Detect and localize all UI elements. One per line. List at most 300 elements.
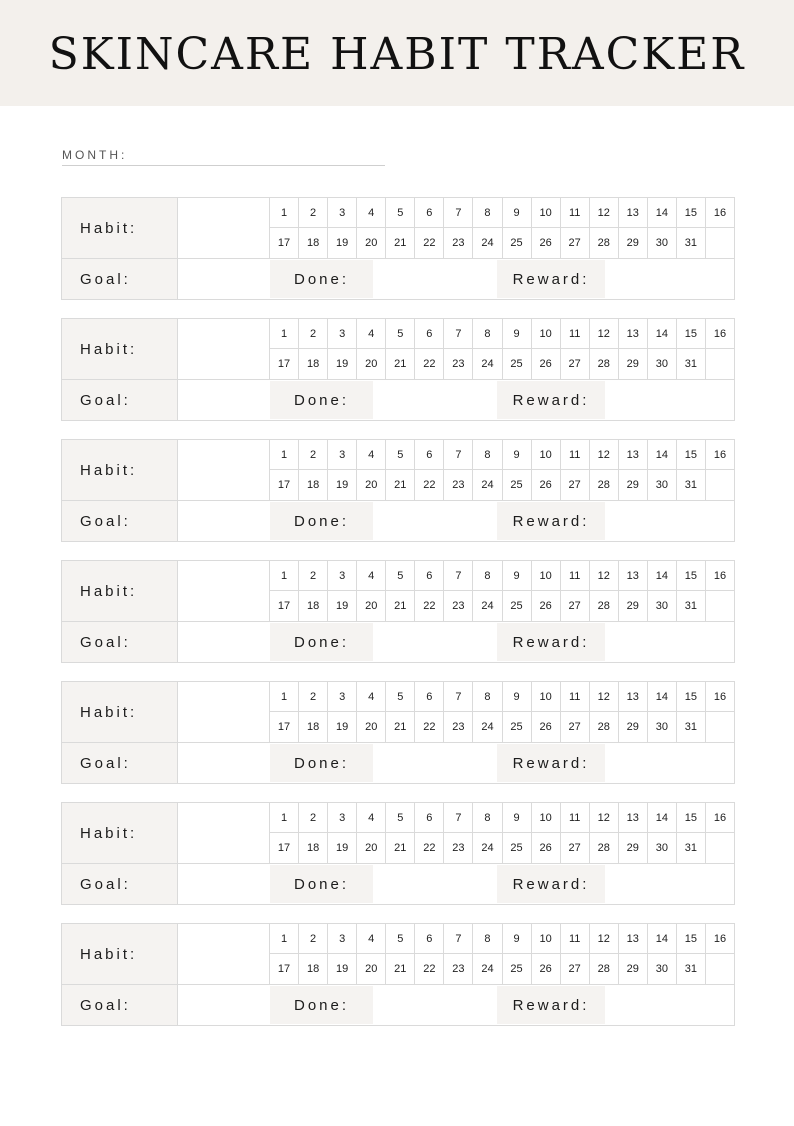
day-cell[interactable]: 9 — [502, 198, 531, 228]
day-cell[interactable]: 3 — [327, 198, 356, 228]
day-cell[interactable]: 31 — [676, 833, 705, 863]
day-cell[interactable]: 24 — [472, 470, 501, 500]
day-cell[interactable]: 2 — [298, 198, 327, 228]
goal-label: Goal: — [80, 996, 131, 1014]
day-grid — [269, 803, 734, 863]
day-cell[interactable]: 12 — [589, 198, 618, 228]
day-cell[interactable]: 30 — [647, 349, 676, 379]
day-cell[interactable]: 30 — [647, 591, 676, 621]
day-cell[interactable]: 29 — [618, 228, 647, 258]
day-cell[interactable]: 11 — [560, 803, 589, 833]
day-cell[interactable]: 24 — [472, 712, 501, 742]
day-cell[interactable]: 30 — [647, 712, 676, 742]
day-cell[interactable]: 3 — [327, 561, 356, 591]
day-cell[interactable]: 17 — [269, 712, 298, 742]
row-divider — [62, 984, 734, 985]
day-cell[interactable]: 23 — [443, 470, 472, 500]
goal-label: Goal: — [80, 875, 131, 893]
day-cell[interactable]: 22 — [414, 228, 443, 258]
habit-label-cell — [62, 682, 178, 742]
day-cell[interactable]: 27 — [560, 712, 589, 742]
day-grid — [269, 319, 734, 379]
day-cell[interactable]: 3 — [327, 319, 356, 349]
day-cell[interactable]: 21 — [385, 833, 414, 863]
day-cell[interactable]: 20 — [356, 833, 385, 863]
day-cell[interactable]: 27 — [560, 591, 589, 621]
day-cell[interactable]: 20 — [356, 349, 385, 379]
habit-block — [61, 802, 735, 905]
habit-label-cell — [62, 319, 178, 379]
day-cell[interactable]: 19 — [327, 349, 356, 379]
day-cell[interactable]: 17 — [269, 228, 298, 258]
day-cell[interactable]: 13 — [618, 924, 647, 954]
done-label: Done: — [293, 512, 350, 530]
day-cell[interactable]: 19 — [327, 591, 356, 621]
day-cell[interactable]: 9 — [502, 682, 531, 712]
done-label: Done: — [293, 633, 350, 651]
day-cell[interactable]: 5 — [385, 319, 414, 349]
done-label: Done: — [293, 754, 350, 772]
day-cell[interactable]: 16 — [705, 561, 734, 591]
habit-label: Habit: — [80, 340, 138, 358]
day-cell[interactable]: 28 — [589, 833, 618, 863]
day-cell[interactable]: 30 — [647, 954, 676, 984]
day-cell[interactable]: 14 — [647, 682, 676, 712]
day-cell[interactable]: 10 — [531, 682, 560, 712]
tracker-blocks — [61, 197, 735, 1044]
done-field[interactable] — [270, 744, 373, 782]
reward-field[interactable] — [497, 260, 605, 298]
done-field[interactable] — [270, 502, 373, 540]
day-cell[interactable]: 27 — [560, 349, 589, 379]
month-field[interactable] — [62, 148, 385, 166]
day-cell[interactable] — [705, 833, 734, 863]
goal-label-cell — [62, 622, 178, 662]
day-cell[interactable]: 21 — [385, 228, 414, 258]
day-cell[interactable]: 11 — [560, 561, 589, 591]
habit-label: Habit: — [80, 219, 138, 237]
day-cell[interactable]: 29 — [618, 712, 647, 742]
day-cell[interactable]: 14 — [647, 561, 676, 591]
day-cell[interactable]: 29 — [618, 349, 647, 379]
row-divider — [62, 742, 734, 743]
day-cell[interactable]: 17 — [269, 591, 298, 621]
day-cell[interactable]: 2 — [298, 924, 327, 954]
reward-label: Reward: — [512, 996, 590, 1014]
page-title: SKINCARE HABIT TRACKER — [48, 28, 746, 80]
habit-label: Habit: — [80, 703, 138, 721]
row-divider — [62, 500, 734, 501]
day-cell[interactable]: 27 — [560, 470, 589, 500]
day-cell[interactable]: 31 — [676, 228, 705, 258]
day-cell[interactable]: 14 — [647, 440, 676, 470]
day-cell[interactable]: 6 — [414, 924, 443, 954]
day-cell[interactable]: 9 — [502, 924, 531, 954]
day-cell[interactable]: 26 — [531, 228, 560, 258]
day-cell[interactable]: 14 — [647, 319, 676, 349]
goal-label: Goal: — [80, 512, 131, 530]
day-cell[interactable]: 16 — [705, 319, 734, 349]
day-cell[interactable]: 28 — [589, 591, 618, 621]
day-cell[interactable] — [705, 591, 734, 621]
day-cell[interactable]: 8 — [472, 924, 501, 954]
day-cell[interactable]: 9 — [502, 803, 531, 833]
day-cell[interactable]: 4 — [356, 682, 385, 712]
day-cell[interactable]: 5 — [385, 561, 414, 591]
day-cell[interactable]: 30 — [647, 470, 676, 500]
day-cell[interactable]: 29 — [618, 591, 647, 621]
habit-label: Habit: — [80, 945, 138, 963]
habit-label-cell — [62, 924, 178, 984]
habit-label-cell — [62, 440, 178, 500]
goal-label: Goal: — [80, 391, 131, 409]
done-field[interactable] — [270, 623, 373, 661]
day-cell[interactable]: 16 — [705, 440, 734, 470]
day-cell[interactable]: 12 — [589, 319, 618, 349]
reward-label: Reward: — [512, 633, 590, 651]
day-cell[interactable]: 17 — [269, 470, 298, 500]
day-cell[interactable]: 4 — [356, 319, 385, 349]
day-cell[interactable]: 8 — [472, 319, 501, 349]
day-cell[interactable]: 29 — [618, 954, 647, 984]
day-cell[interactable]: 10 — [531, 561, 560, 591]
reward-field[interactable] — [497, 623, 605, 661]
habit-block — [61, 923, 735, 1026]
day-cell[interactable]: 24 — [472, 591, 501, 621]
day-cell[interactable]: 15 — [676, 682, 705, 712]
day-cell[interactable]: 25 — [502, 228, 531, 258]
day-cell[interactable]: 17 — [269, 954, 298, 984]
day-cell[interactable]: 23 — [443, 591, 472, 621]
day-cell[interactable]: 1 — [269, 440, 298, 470]
day-cell[interactable]: 23 — [443, 954, 472, 984]
done-field[interactable] — [270, 865, 373, 903]
day-cell[interactable]: 4 — [356, 561, 385, 591]
day-cell[interactable]: 20 — [356, 954, 385, 984]
day-cell[interactable]: 31 — [676, 712, 705, 742]
day-cell[interactable]: 6 — [414, 561, 443, 591]
day-cell[interactable] — [705, 349, 734, 379]
day-cell[interactable]: 15 — [676, 198, 705, 228]
reward-label: Reward: — [512, 270, 590, 288]
done-field[interactable] — [270, 260, 373, 298]
day-cell[interactable]: 7 — [443, 682, 472, 712]
day-cell[interactable]: 27 — [560, 833, 589, 863]
day-cell[interactable]: 2 — [298, 803, 327, 833]
day-grid — [269, 440, 734, 500]
day-cell[interactable]: 23 — [443, 349, 472, 379]
day-cell[interactable]: 18 — [298, 228, 327, 258]
day-cell[interactable]: 13 — [618, 440, 647, 470]
habit-label: Habit: — [80, 461, 138, 479]
day-cell[interactable]: 7 — [443, 803, 472, 833]
day-cell[interactable]: 25 — [502, 349, 531, 379]
day-cell[interactable]: 18 — [298, 470, 327, 500]
day-cell[interactable]: 30 — [647, 833, 676, 863]
habit-block — [61, 560, 735, 663]
day-cell[interactable]: 6 — [414, 319, 443, 349]
reward-field[interactable] — [497, 502, 605, 540]
day-cell[interactable]: 5 — [385, 682, 414, 712]
day-cell[interactable]: 24 — [472, 833, 501, 863]
day-cell[interactable]: 13 — [618, 682, 647, 712]
day-cell[interactable]: 7 — [443, 561, 472, 591]
reward-label: Reward: — [512, 391, 590, 409]
habit-block — [61, 318, 735, 421]
day-cell[interactable]: 7 — [443, 440, 472, 470]
day-cell[interactable]: 4 — [356, 198, 385, 228]
day-cell[interactable]: 13 — [618, 561, 647, 591]
day-cell[interactable]: 1 — [269, 319, 298, 349]
day-cell[interactable]: 27 — [560, 228, 589, 258]
day-cell[interactable]: 16 — [705, 803, 734, 833]
day-cell[interactable]: 22 — [414, 833, 443, 863]
day-cell[interactable]: 10 — [531, 319, 560, 349]
day-cell[interactable]: 22 — [414, 349, 443, 379]
day-grid — [269, 682, 734, 742]
day-cell[interactable]: 14 — [647, 803, 676, 833]
habit-label-cell — [62, 561, 178, 621]
day-cell[interactable]: 18 — [298, 349, 327, 379]
day-cell[interactable]: 6 — [414, 440, 443, 470]
day-cell[interactable]: 8 — [472, 440, 501, 470]
header-banner — [0, 0, 794, 106]
day-cell[interactable]: 22 — [414, 591, 443, 621]
reward-label: Reward: — [512, 754, 590, 772]
day-cell[interactable]: 31 — [676, 591, 705, 621]
day-cell[interactable]: 13 — [618, 198, 647, 228]
day-cell[interactable]: 26 — [531, 954, 560, 984]
day-cell[interactable]: 12 — [589, 440, 618, 470]
reward-field[interactable] — [497, 986, 605, 1024]
day-cell[interactable]: 14 — [647, 924, 676, 954]
day-cell[interactable]: 21 — [385, 349, 414, 379]
goal-label-cell — [62, 985, 178, 1025]
day-cell[interactable]: 15 — [676, 440, 705, 470]
day-cell[interactable]: 1 — [269, 682, 298, 712]
habit-label-cell — [62, 803, 178, 863]
day-cell[interactable]: 16 — [705, 682, 734, 712]
day-cell[interactable]: 25 — [502, 833, 531, 863]
day-cell[interactable] — [705, 228, 734, 258]
day-cell[interactable]: 15 — [676, 319, 705, 349]
day-cell[interactable]: 5 — [385, 803, 414, 833]
day-cell[interactable]: 25 — [502, 591, 531, 621]
day-cell[interactable]: 28 — [589, 228, 618, 258]
day-cell[interactable]: 24 — [472, 954, 501, 984]
day-cell[interactable]: 1 — [269, 924, 298, 954]
reward-field[interactable] — [497, 381, 605, 419]
day-cell[interactable]: 28 — [589, 954, 618, 984]
day-cell[interactable]: 26 — [531, 712, 560, 742]
day-cell[interactable]: 15 — [676, 803, 705, 833]
day-cell[interactable]: 26 — [531, 833, 560, 863]
done-label: Done: — [293, 996, 350, 1014]
day-cell[interactable] — [705, 954, 734, 984]
day-cell[interactable]: 21 — [385, 954, 414, 984]
day-cell[interactable]: 20 — [356, 591, 385, 621]
done-label: Done: — [293, 391, 350, 409]
day-cell[interactable] — [705, 470, 734, 500]
day-cell[interactable]: 9 — [502, 319, 531, 349]
day-cell[interactable]: 28 — [589, 470, 618, 500]
goal-label: Goal: — [80, 270, 131, 288]
done-field[interactable] — [270, 381, 373, 419]
day-cell[interactable]: 19 — [327, 470, 356, 500]
day-cell[interactable]: 12 — [589, 561, 618, 591]
day-cell[interactable]: 4 — [356, 803, 385, 833]
day-cell[interactable]: 16 — [705, 924, 734, 954]
day-cell[interactable]: 24 — [472, 349, 501, 379]
day-cell[interactable]: 6 — [414, 198, 443, 228]
day-grid — [269, 561, 734, 621]
day-cell[interactable]: 21 — [385, 470, 414, 500]
day-cell[interactable]: 22 — [414, 954, 443, 984]
day-cell[interactable]: 20 — [356, 470, 385, 500]
day-cell[interactable]: 10 — [531, 440, 560, 470]
goal-label: Goal: — [80, 754, 131, 772]
habit-label-cell — [62, 198, 178, 258]
day-cell[interactable]: 11 — [560, 924, 589, 954]
day-cell[interactable]: 20 — [356, 712, 385, 742]
habit-label: Habit: — [80, 824, 138, 842]
day-cell[interactable]: 13 — [618, 319, 647, 349]
reward-label: Reward: — [512, 875, 590, 893]
day-cell[interactable]: 9 — [502, 440, 531, 470]
day-cell[interactable]: 5 — [385, 440, 414, 470]
day-cell[interactable]: 19 — [327, 833, 356, 863]
day-cell[interactable]: 29 — [618, 470, 647, 500]
done-label: Done: — [293, 875, 350, 893]
day-cell[interactable]: 18 — [298, 833, 327, 863]
day-cell[interactable]: 5 — [385, 198, 414, 228]
day-cell[interactable]: 4 — [356, 440, 385, 470]
day-cell[interactable]: 21 — [385, 591, 414, 621]
done-field[interactable] — [270, 986, 373, 1024]
day-cell[interactable]: 4 — [356, 924, 385, 954]
day-cell[interactable]: 19 — [327, 954, 356, 984]
day-cell[interactable]: 18 — [298, 591, 327, 621]
day-cell[interactable]: 12 — [589, 924, 618, 954]
day-cell[interactable]: 11 — [560, 682, 589, 712]
day-cell[interactable]: 10 — [531, 924, 560, 954]
day-cell[interactable]: 25 — [502, 712, 531, 742]
day-cell[interactable]: 8 — [472, 803, 501, 833]
day-grid — [269, 924, 734, 984]
day-cell[interactable]: 31 — [676, 470, 705, 500]
day-cell[interactable]: 17 — [269, 833, 298, 863]
day-cell[interactable]: 15 — [676, 561, 705, 591]
day-cell[interactable]: 19 — [327, 228, 356, 258]
day-cell[interactable]: 26 — [531, 591, 560, 621]
day-cell[interactable]: 16 — [705, 198, 734, 228]
day-cell[interactable]: 23 — [443, 833, 472, 863]
day-cell[interactable]: 11 — [560, 319, 589, 349]
day-cell[interactable]: 3 — [327, 440, 356, 470]
day-cell[interactable]: 19 — [327, 712, 356, 742]
day-cell[interactable]: 3 — [327, 803, 356, 833]
day-cell[interactable]: 14 — [647, 198, 676, 228]
day-cell[interactable]: 26 — [531, 470, 560, 500]
day-cell[interactable]: 25 — [502, 470, 531, 500]
day-cell[interactable]: 18 — [298, 712, 327, 742]
done-label: Done: — [293, 270, 350, 288]
day-cell[interactable]: 3 — [327, 682, 356, 712]
day-cell[interactable]: 27 — [560, 954, 589, 984]
habit-block — [61, 197, 735, 300]
day-cell[interactable]: 22 — [414, 470, 443, 500]
day-cell[interactable]: 6 — [414, 803, 443, 833]
day-cell[interactable]: 17 — [269, 349, 298, 379]
reward-label: Reward: — [512, 512, 590, 530]
goal-label-cell — [62, 501, 178, 541]
day-cell[interactable]: 31 — [676, 954, 705, 984]
day-cell[interactable]: 6 — [414, 682, 443, 712]
day-cell[interactable]: 31 — [676, 349, 705, 379]
day-cell[interactable]: 8 — [472, 682, 501, 712]
day-cell[interactable]: 25 — [502, 954, 531, 984]
day-cell[interactable]: 26 — [531, 349, 560, 379]
day-cell[interactable]: 8 — [472, 561, 501, 591]
goal-label-cell — [62, 743, 178, 783]
day-cell[interactable]: 30 — [647, 228, 676, 258]
day-cell[interactable]: 7 — [443, 319, 472, 349]
day-cell[interactable]: 22 — [414, 712, 443, 742]
day-cell[interactable]: 10 — [531, 803, 560, 833]
day-cell[interactable]: 12 — [589, 682, 618, 712]
day-cell[interactable]: 29 — [618, 833, 647, 863]
day-cell[interactable]: 7 — [443, 198, 472, 228]
day-cell[interactable]: 23 — [443, 228, 472, 258]
day-cell[interactable]: 11 — [560, 198, 589, 228]
day-cell[interactable]: 1 — [269, 803, 298, 833]
day-cell[interactable]: 28 — [589, 712, 618, 742]
day-cell[interactable]: 2 — [298, 440, 327, 470]
month-label: MONTH: — [62, 148, 128, 162]
day-cell[interactable]: 10 — [531, 198, 560, 228]
day-cell[interactable]: 3 — [327, 924, 356, 954]
day-cell[interactable]: 2 — [298, 682, 327, 712]
day-cell[interactable]: 24 — [472, 228, 501, 258]
day-cell[interactable]: 12 — [589, 803, 618, 833]
day-cell[interactable]: 9 — [502, 561, 531, 591]
day-cell[interactable]: 21 — [385, 712, 414, 742]
habit-block — [61, 439, 735, 542]
row-divider — [62, 379, 734, 380]
day-cell[interactable]: 18 — [298, 954, 327, 984]
day-cell[interactable]: 7 — [443, 924, 472, 954]
goal-label-cell — [62, 864, 178, 904]
day-cell[interactable]: 1 — [269, 561, 298, 591]
day-cell[interactable]: 2 — [298, 561, 327, 591]
day-cell[interactable]: 1 — [269, 198, 298, 228]
day-cell[interactable]: 11 — [560, 440, 589, 470]
day-cell[interactable]: 20 — [356, 228, 385, 258]
day-cell[interactable]: 2 — [298, 319, 327, 349]
day-cell[interactable]: 28 — [589, 349, 618, 379]
day-cell[interactable]: 15 — [676, 924, 705, 954]
row-divider — [62, 258, 734, 259]
reward-field[interactable] — [497, 865, 605, 903]
day-cell[interactable] — [705, 712, 734, 742]
day-cell[interactable]: 8 — [472, 198, 501, 228]
day-cell[interactable]: 5 — [385, 924, 414, 954]
day-cell[interactable]: 13 — [618, 803, 647, 833]
goal-label: Goal: — [80, 633, 131, 651]
reward-field[interactable] — [497, 744, 605, 782]
day-cell[interactable]: 23 — [443, 712, 472, 742]
row-divider — [62, 621, 734, 622]
